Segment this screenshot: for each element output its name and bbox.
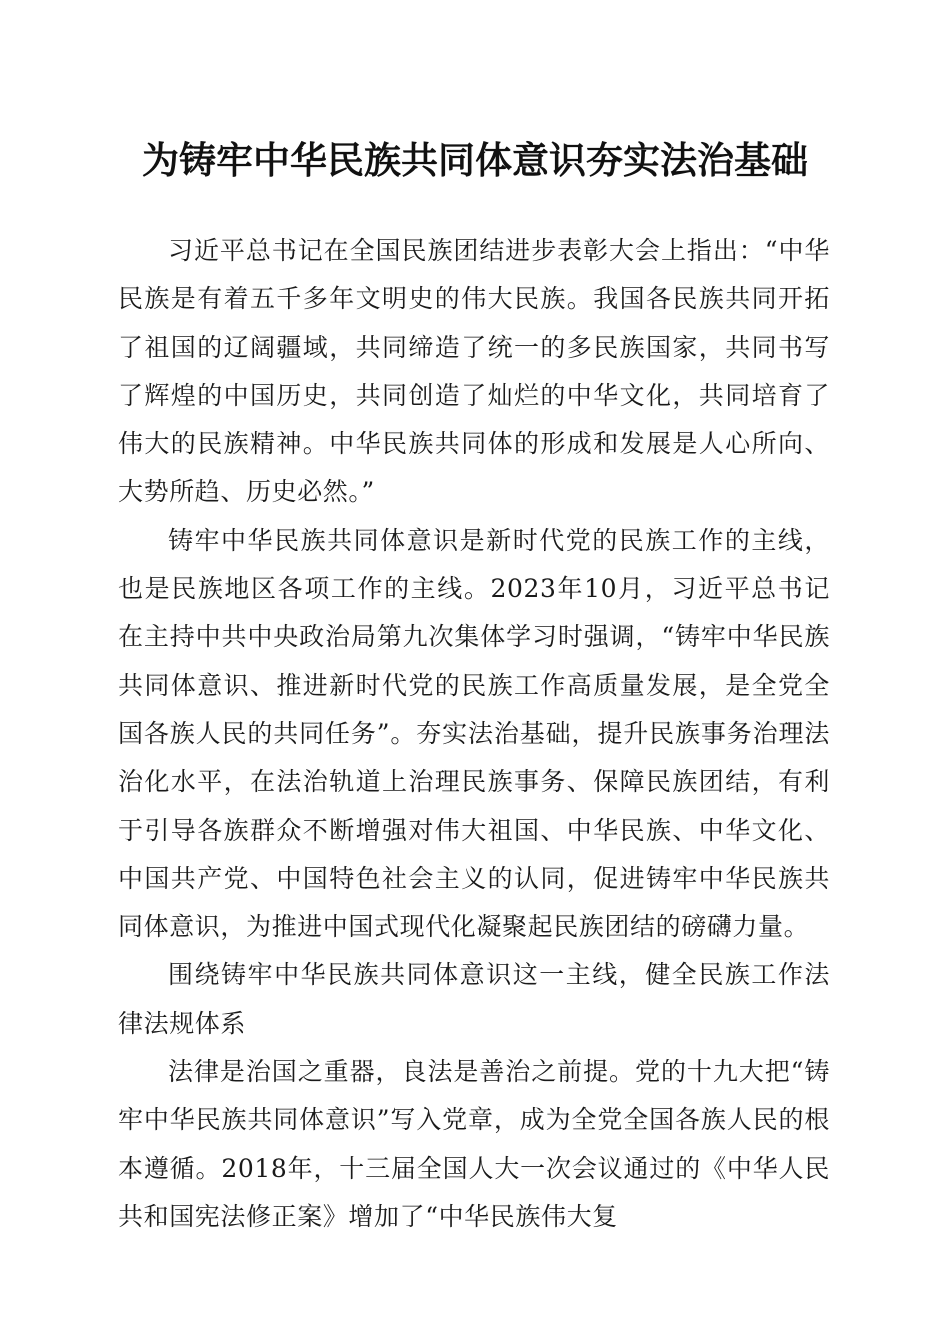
document-body — [118, 227, 830, 1241]
section-heading: 围绕铸牢中华民族共同体意识这一主线，健全民族工作法律法规体系 — [118, 960, 830, 1038]
paragraph-2: 铸牢中华民族共同体意识是新时代党的民族工作的主线，也是民族地区各项工作的主线。2023年10月，习近平总书记在主持中共中央政治局第九次集体学习时强调，“铸牢中华民族共同体意识、推进新时代党的民族工作高质量发展，是全党全国各族人民的共同任务”。夯实法治基础，提升民族事务治理法治化水平，在法治轨道上治理民族事务、保障民族团结，有利于引导各族群众不断增强对伟大祖国、中华民族、中华文化、中国共产党、中国特色社会主义的认同，促进铸牢中华民族共同体意识，为推进中国式现代化凝聚起民族团结的磅礴力量。 — [118, 525, 830, 942]
document-title: 为铸牢中华民族共同体意识夯实法治基础 — [142, 138, 808, 182]
paragraph-1: 习近平总书记在全国民族团结进步表彰大会上指出：“中华民族是有着五千多年文明史的伟大民族。我国各民族共同开拓了祖国的辽阔疆域，共同缔造了统一的多民族国家，共同书写了辉煌的中国历史，共同创造了灿烂的中华文化，共同培育了伟大的民族精神。中华民族共同体的形成和发展是人心所向、大势所趋、历史必然。” — [118, 236, 830, 507]
paragraph-3: 法律是治国之重器，良法是善治之前提。党的十九大把“铸牢中华民族共同体意识”写入党章，成为全党全国各族人民的根本遵循。2018年，十三届全国人大一次会议通过的《中华人民共和国宪法修正案》增加了“中华民族伟大复 — [118, 1057, 830, 1231]
